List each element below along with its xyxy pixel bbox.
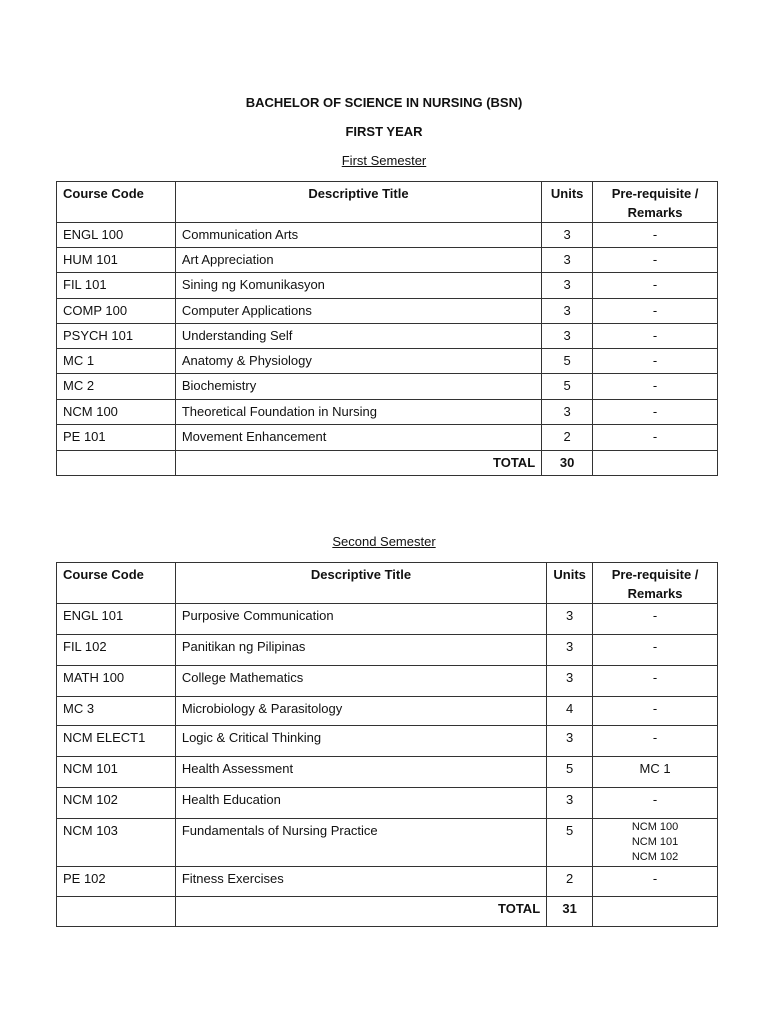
prerequisite-item: NCM 100 bbox=[631, 821, 679, 833]
units-cell: 2 bbox=[542, 425, 593, 451]
header-units: Units bbox=[547, 563, 593, 604]
descriptive-title-cell: Microbiology & Parasitology bbox=[175, 697, 546, 726]
prerequisite-cell: - bbox=[593, 374, 718, 400]
course-code-cell: NCM 101 bbox=[57, 757, 176, 788]
descriptive-title-cell: Art Appreciation bbox=[175, 248, 541, 273]
prerequisite-cell: - bbox=[593, 223, 718, 248]
total-empty-cell bbox=[593, 451, 718, 476]
descriptive-title-cell: Health Assessment bbox=[175, 757, 546, 788]
table-row bbox=[57, 819, 718, 867]
prerequisite-cell: - bbox=[593, 248, 718, 273]
course-code-cell: MC 1 bbox=[57, 349, 176, 374]
units-cell: 3 bbox=[542, 273, 593, 299]
semester-2-title: Second Semester bbox=[332, 534, 436, 549]
table-row bbox=[57, 374, 718, 400]
course-code-cell: MC 3 bbox=[57, 697, 176, 726]
header-course-code: Course Code bbox=[57, 563, 176, 604]
descriptive-title-cell: Logic & Critical Thinking bbox=[175, 726, 546, 757]
prerequisite-cell: - bbox=[593, 726, 718, 757]
table-row bbox=[57, 697, 718, 726]
descriptive-title-cell: Understanding Self bbox=[175, 324, 541, 349]
prerequisite-item: NCM 101 bbox=[631, 836, 679, 848]
table-row bbox=[57, 867, 718, 897]
units-cell: 3 bbox=[547, 604, 593, 635]
header-descriptive-title: Descriptive Title bbox=[175, 182, 541, 223]
course-code-cell: COMP 100 bbox=[57, 299, 176, 324]
units-cell: 3 bbox=[542, 248, 593, 273]
prerequisite-cell: - bbox=[593, 425, 718, 451]
course-code-cell: PE 101 bbox=[57, 425, 176, 451]
units-cell: 3 bbox=[547, 635, 593, 666]
table-row bbox=[57, 248, 718, 273]
header-prerequisite: Pre-requisite / Remarks bbox=[593, 563, 718, 604]
year-title: FIRST YEAR bbox=[345, 124, 423, 139]
course-code-cell: HUM 101 bbox=[57, 248, 176, 273]
prerequisite-item: NCM 102 bbox=[631, 851, 679, 863]
units-cell: 3 bbox=[542, 400, 593, 425]
units-cell: 5 bbox=[547, 757, 593, 788]
course-code-cell: NCM 102 bbox=[57, 788, 176, 819]
table-row bbox=[57, 425, 718, 451]
course-code-cell: PSYCH 101 bbox=[57, 324, 176, 349]
prerequisite-cell: - bbox=[593, 788, 718, 819]
units-cell: 3 bbox=[547, 726, 593, 757]
descriptive-title-cell: Health Education bbox=[175, 788, 546, 819]
descriptive-title-cell: Purposive Communication bbox=[175, 604, 546, 635]
descriptive-title-cell: Fundamentals of Nursing Practice bbox=[175, 819, 546, 867]
prerequisite-cell: - bbox=[593, 697, 718, 726]
prerequisite-cell: - bbox=[593, 666, 718, 697]
prerequisite-cell: - bbox=[593, 867, 718, 897]
semester-1-table bbox=[56, 181, 718, 476]
prerequisite-cell bbox=[593, 819, 718, 867]
prerequisite-cell: MC 1 bbox=[593, 757, 718, 788]
descriptive-title-cell: Communication Arts bbox=[175, 223, 541, 248]
course-code-cell: MATH 100 bbox=[57, 666, 176, 697]
table-row bbox=[57, 726, 718, 757]
units-cell: 4 bbox=[547, 697, 593, 726]
semester-2-table bbox=[56, 562, 718, 927]
units-cell: 3 bbox=[547, 788, 593, 819]
descriptive-title-cell: Biochemistry bbox=[175, 374, 541, 400]
header-descriptive-title: Descriptive Title bbox=[175, 563, 546, 604]
prerequisite-cell: - bbox=[593, 273, 718, 299]
header-row bbox=[57, 182, 718, 223]
units-cell: 3 bbox=[547, 666, 593, 697]
prerequisite-cell: - bbox=[593, 324, 718, 349]
total-empty-cell bbox=[593, 897, 718, 927]
header-prerequisite: Pre-requisite / Remarks bbox=[593, 182, 718, 223]
descriptive-title-cell: Computer Applications bbox=[175, 299, 541, 324]
table-row bbox=[57, 400, 718, 425]
course-code-cell: FIL 102 bbox=[57, 635, 176, 666]
course-code-cell: ENGL 101 bbox=[57, 604, 176, 635]
prerequisite-cell: - bbox=[593, 349, 718, 374]
header-course-code: Course Code bbox=[57, 182, 176, 223]
course-code-cell: MC 2 bbox=[57, 374, 176, 400]
units-cell: 5 bbox=[542, 374, 593, 400]
descriptive-title-cell: Movement Enhancement bbox=[175, 425, 541, 451]
descriptive-title-cell: Fitness Exercises bbox=[175, 867, 546, 897]
units-cell: 2 bbox=[547, 867, 593, 897]
table-row bbox=[57, 273, 718, 299]
total-row bbox=[57, 451, 718, 476]
descriptive-title-cell: Theoretical Foundation in Nursing bbox=[175, 400, 541, 425]
prerequisite-cell: - bbox=[593, 635, 718, 666]
course-code-cell: FIL 101 bbox=[57, 273, 176, 299]
prerequisite-cell: - bbox=[593, 299, 718, 324]
total-row bbox=[57, 897, 718, 927]
table-row bbox=[57, 349, 718, 374]
units-cell: 3 bbox=[542, 223, 593, 248]
header-units: Units bbox=[542, 182, 593, 223]
total-units: 30 bbox=[542, 451, 593, 476]
table-row bbox=[57, 757, 718, 788]
table-row bbox=[57, 604, 718, 635]
program-title: BACHELOR OF SCIENCE IN NURSING (BSN) bbox=[245, 95, 523, 110]
total-label: TOTAL bbox=[175, 451, 541, 476]
table-row bbox=[57, 324, 718, 349]
prerequisite-cell: - bbox=[593, 400, 718, 425]
units-cell: 3 bbox=[542, 324, 593, 349]
course-code-cell: NCM 103 bbox=[57, 819, 176, 867]
prerequisite-cell: - bbox=[593, 604, 718, 635]
table-row bbox=[57, 223, 718, 248]
descriptive-title-cell: College Mathematics bbox=[175, 666, 546, 697]
course-code-cell: NCM ELECT1 bbox=[57, 726, 176, 757]
units-cell: 5 bbox=[547, 819, 593, 867]
total-empty-cell bbox=[57, 451, 176, 476]
total-units: 31 bbox=[547, 897, 593, 927]
descriptive-title-cell: Panitikan ng Pilipinas bbox=[175, 635, 546, 666]
units-cell: 5 bbox=[542, 349, 593, 374]
course-code-cell: ENGL 100 bbox=[57, 223, 176, 248]
total-empty-cell bbox=[57, 897, 176, 927]
table-row bbox=[57, 788, 718, 819]
course-code-cell: PE 102 bbox=[57, 867, 176, 897]
table-row bbox=[57, 666, 718, 697]
table-row bbox=[57, 635, 718, 666]
course-code-cell: NCM 100 bbox=[57, 400, 176, 425]
descriptive-title-cell: Sining ng Komunikasyon bbox=[175, 273, 541, 299]
total-label: TOTAL bbox=[175, 897, 546, 927]
header-row bbox=[57, 563, 718, 604]
semester-1-title: First Semester bbox=[341, 153, 427, 168]
table-row bbox=[57, 299, 718, 324]
descriptive-title-cell: Anatomy & Physiology bbox=[175, 349, 541, 374]
units-cell: 3 bbox=[542, 299, 593, 324]
